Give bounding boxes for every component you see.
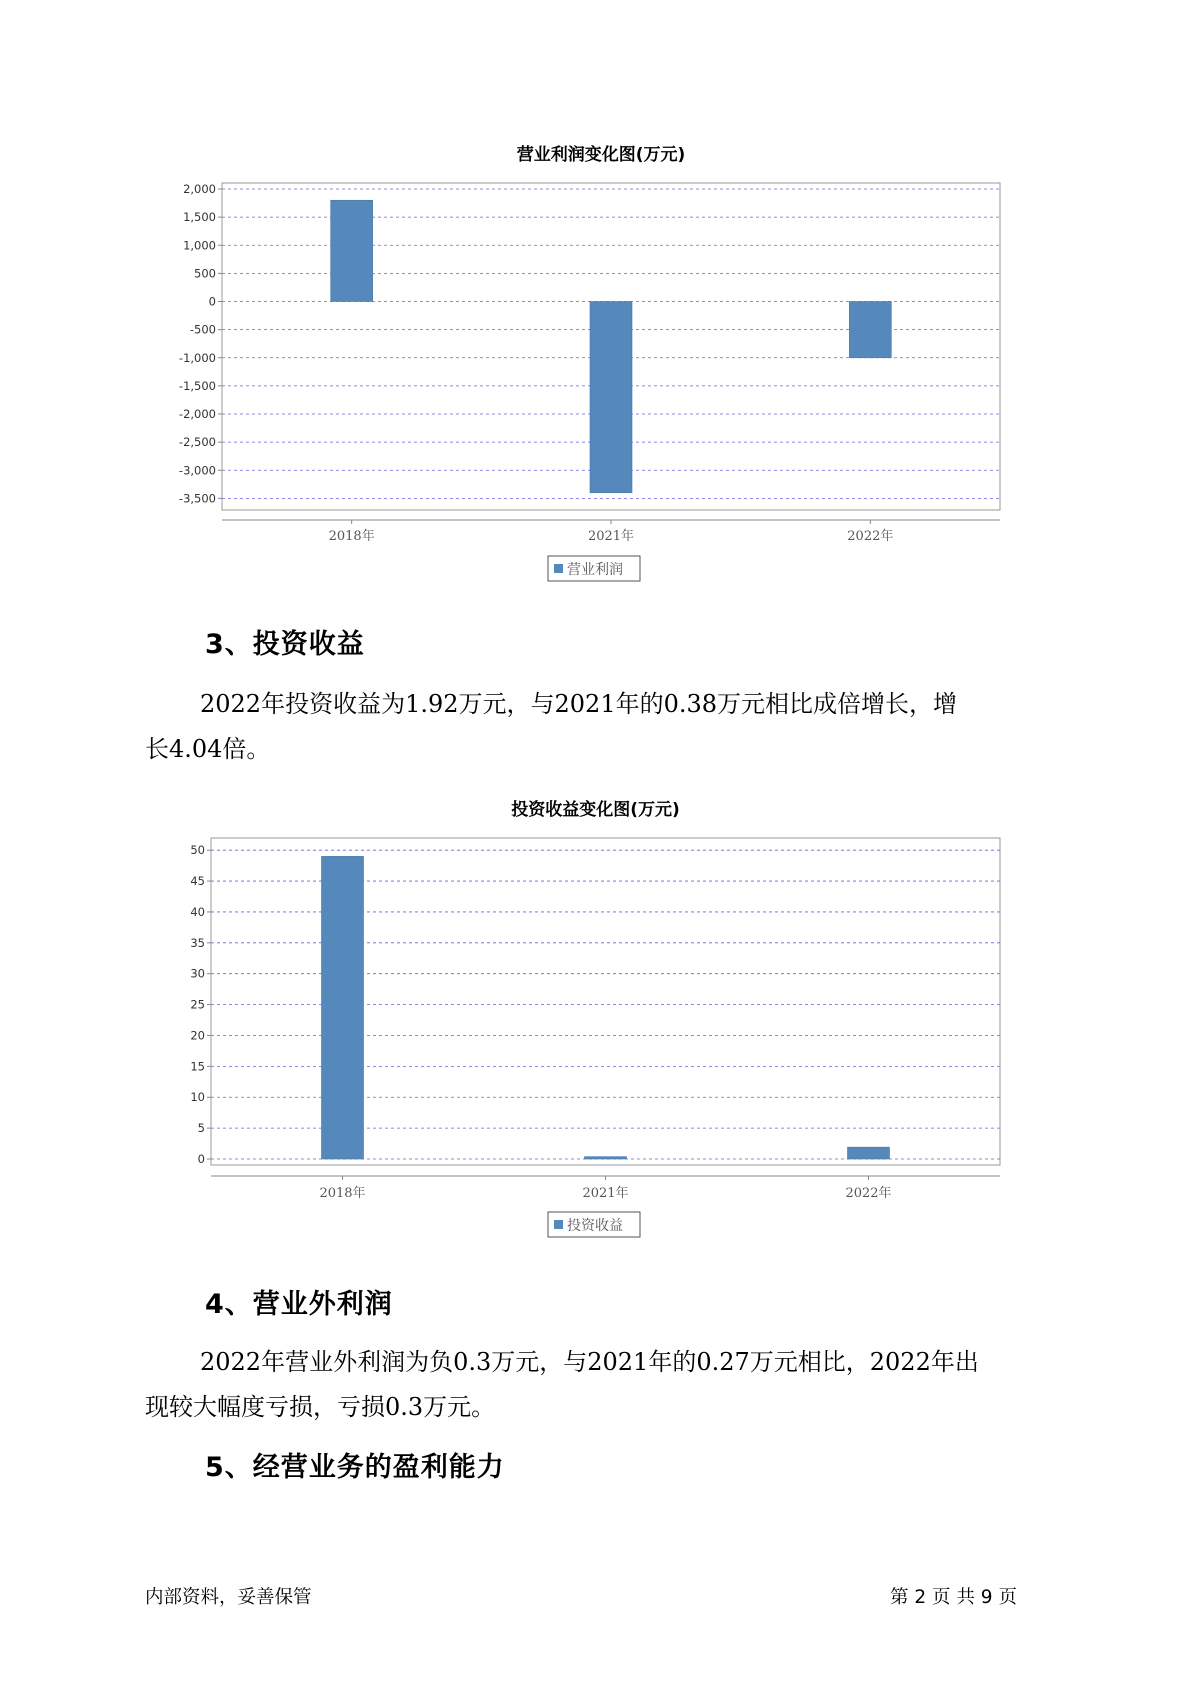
y-tick-label: 500 — [194, 266, 216, 281]
x-tick-label: 2018年 — [319, 1186, 366, 1201]
legend-label: 营业利润 — [567, 562, 623, 578]
x-tick-label: 2021年 — [587, 529, 635, 544]
y-tick-label: 45 — [190, 874, 205, 889]
section-4-heading: 4、营业外利润 — [205, 1289, 393, 1320]
y-tick-label: -1,500 — [178, 378, 216, 393]
y-tick-label: 5 — [197, 1121, 205, 1136]
footer-page-number: 第 2 页 共 9 页 — [890, 1587, 1017, 1608]
legend-swatch — [554, 564, 563, 573]
operating-profit-chart — [0, 130, 1191, 600]
bar-profit-2022年 — [849, 302, 891, 358]
operating-profit-chart-svg — [0, 130, 1191, 600]
bar-invest-2018年 — [322, 856, 364, 1159]
chart-title: 营业利润变化图(万元) — [516, 145, 686, 165]
y-tick-label: 15 — [190, 1059, 205, 1074]
bar-profit-2018年 — [331, 200, 373, 301]
y-tick-label: -3,500 — [178, 491, 216, 506]
bar-invest-2021年 — [585, 1157, 627, 1159]
y-tick-label: -1,000 — [178, 350, 216, 365]
x-tick-label: 2021年 — [582, 1186, 629, 1201]
legend-swatch — [554, 1220, 563, 1229]
section-3-line-2: 长4.04倍。 — [145, 735, 271, 763]
bar-profit-2021年 — [590, 302, 632, 493]
y-tick-label: 25 — [190, 997, 205, 1012]
x-tick-label: 2018年 — [328, 529, 375, 544]
y-tick-label: 10 — [190, 1090, 205, 1105]
y-tick-label: 2,000 — [183, 182, 216, 196]
bar-invest-2022年 — [848, 1147, 890, 1159]
section-3-paragraph — [145, 682, 1045, 772]
section-4-line-1: 2022年营业外利润为负0.3万元，与2021年的0.27万元相比，2022年出 — [200, 1348, 979, 1376]
investment-income-chart — [0, 790, 1191, 1260]
section-3-heading: 3、投资收益 — [205, 629, 365, 660]
x-tick-label: 2022年 — [847, 529, 894, 544]
y-tick-label: 40 — [190, 904, 205, 919]
y-tick-label: 30 — [190, 966, 205, 981]
y-tick-label: -3,000 — [178, 463, 216, 478]
y-tick-label: -2,500 — [178, 435, 216, 450]
chart-title: 投资收益变化图(万元) — [511, 800, 680, 820]
section-3-line-1: 2022年投资收益为1.92万元，与2021年的0.38万元相比成倍增长，增 — [200, 690, 958, 718]
y-tick-label: 1,500 — [183, 210, 216, 225]
section-4-paragraph — [145, 1340, 1045, 1430]
legend-label: 投资收益 — [567, 1218, 623, 1234]
section-4-line-2: 现较大幅度亏损，亏损0.3万元。 — [145, 1393, 496, 1421]
y-tick-label: 20 — [190, 1028, 205, 1043]
y-tick-label: 50 — [190, 843, 205, 858]
x-tick-label: 2022年 — [845, 1186, 892, 1201]
y-tick-label: -500 — [189, 322, 216, 337]
y-tick-label: 35 — [190, 935, 205, 950]
section-5-heading: 5、经营业务的盈利能力 — [205, 1452, 505, 1483]
investment-income-chart-svg — [0, 790, 1191, 1260]
y-tick-label: -2,000 — [178, 407, 216, 421]
y-tick-label: 0 — [197, 1152, 205, 1166]
footer-confidential-note: 内部资料，妥善保管 — [145, 1587, 312, 1608]
y-tick-label: 0 — [208, 294, 216, 309]
y-tick-label: 1,000 — [183, 238, 216, 253]
